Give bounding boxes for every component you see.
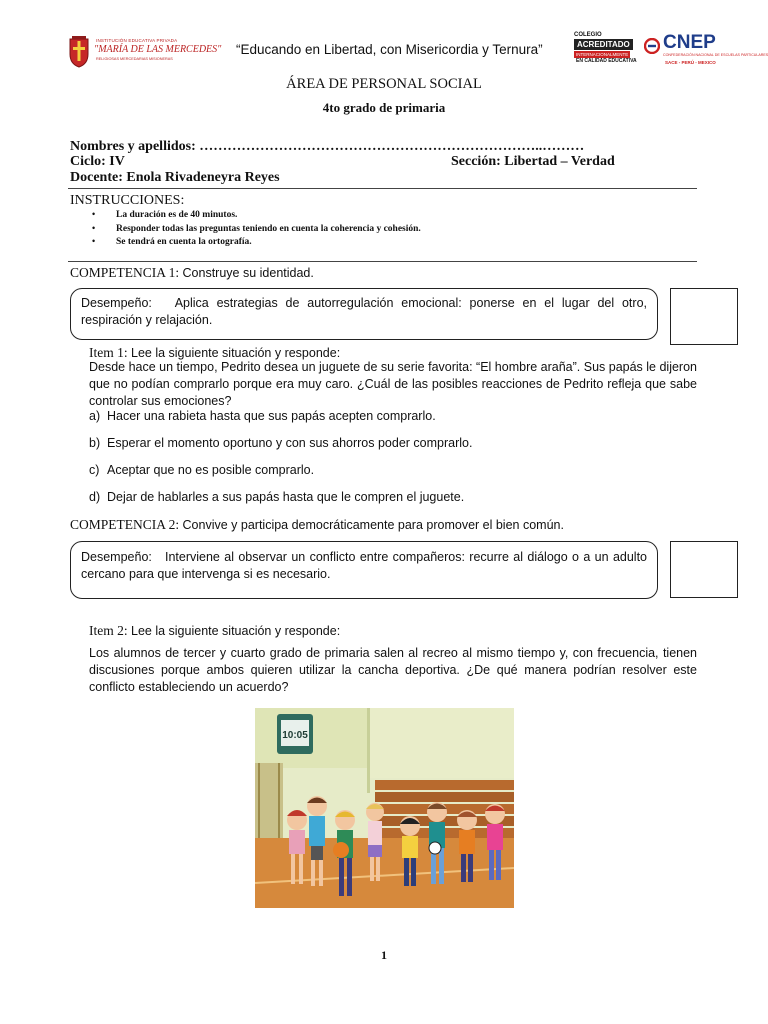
competencia-text: Construye su identidad. <box>182 266 314 280</box>
cycle-label: Ciclo: IV <box>70 154 125 169</box>
instructions-list <box>92 209 421 250</box>
desempeno-box-1 <box>70 288 658 340</box>
divider <box>68 188 697 189</box>
option-text: Esperar el momento oportuno y con sus ahorros poder comprarlo. <box>107 436 473 450</box>
option-key: d) <box>89 490 101 504</box>
item-1-text: Desde hace un tiempo, Pedrito desea un juguete de su serie favorita: “El hombre araña”. Sus papás le dijeron que no podían comprarlo porque era muy caro. ¿Cuál de las posibles reacciones de Pedrito refleja que sabe controlar sus emociones? <box>89 360 698 408</box>
item-prompt: Lee la siguiente situación y responde: <box>131 346 341 360</box>
option-c[interactable] <box>89 463 314 477</box>
cnep-confederacion: CONFEDERACIÓN NACIONAL DE ESCUELAS PARTICULARES <box>663 53 768 57</box>
names-field[interactable]: Nombres y apellidos: ………………………………………………………………..……… <box>70 139 585 154</box>
cnep-colegio: COLEGIO <box>574 32 602 38</box>
children-gym-illustration <box>255 708 514 908</box>
teacher-label: Docente: Enola Rivadeneyra Reyes <box>70 170 280 185</box>
option-a[interactable] <box>89 409 436 423</box>
cnep-brand: CNEP <box>663 32 716 53</box>
option-key: a) <box>89 409 101 423</box>
option-key: b) <box>89 436 101 450</box>
option-key: c) <box>89 463 100 477</box>
desempeno-text: Interviene al observar un conflicto entre compañeros: recurre al diálogo o a un adulto cercano para que intervenga si es necesario. <box>81 550 648 581</box>
cnep-calidad: EN CALIDAD EDUCATIVA <box>576 58 637 64</box>
wall-clock-icon <box>277 714 313 754</box>
option-text: Dejar de hablarles a sus papás hasta que le compren el juguete. <box>107 490 465 504</box>
cnep-acreditado: ACREDITADO <box>574 39 633 50</box>
item-label: Item 2: <box>89 623 128 638</box>
item-prompt: Lee la siguiente situación y responde: <box>131 624 341 638</box>
page-number: 1 <box>381 948 387 962</box>
competencia-1 <box>70 265 314 281</box>
instruction-item: • Se tendrá en cuenta la ortografía. <box>92 236 421 250</box>
grade-subtitle: 4to grado de primaria <box>322 100 446 115</box>
cnep-logo <box>572 32 768 68</box>
competencia-label: COMPETENCIA 1: <box>70 265 180 280</box>
cnep-internacional: INTERNACIONALMENTE <box>576 52 629 57</box>
school-type: INSTITUCIÓN EDUCATIVA PRIVADA <box>96 38 178 43</box>
competencia-2 <box>70 517 564 533</box>
page-title: ÁREA DE PERSONAL SOCIAL <box>286 76 482 92</box>
school-name: "MARÍA DE LAS MERCEDES" <box>94 44 222 55</box>
option-text: Aceptar que no es posible comprarlo. <box>107 463 315 477</box>
cnep-sace: SACE - PERÚ - MEXICO <box>665 60 716 65</box>
school-tagline: RELIGIOSAS MERCEDARIAS MISIONERAS <box>96 57 173 61</box>
score-box-1[interactable] <box>670 288 738 345</box>
cnep-mark-icon <box>644 38 660 54</box>
item-label: Item 1: <box>89 345 128 360</box>
desempeno-box-2 <box>70 541 658 599</box>
instruction-item: • La duración es de 40 minutos. <box>92 209 421 223</box>
school-crest-icon <box>68 36 90 68</box>
option-b[interactable] <box>89 436 472 450</box>
desempeno-label: Desempeño: <box>81 296 152 310</box>
desempeno-text: Aplica estrategias de autorregulación emocional: ponerse en el lugar del otro, respiración y relajación. <box>81 296 647 327</box>
section-label: Sección: Libertad – Verdad <box>451 154 615 169</box>
option-d[interactable] <box>89 490 464 504</box>
score-box-2[interactable] <box>670 541 738 598</box>
divider <box>68 261 697 262</box>
competencia-text: Convive y participa democráticamente para promover el bien común. <box>182 518 564 532</box>
instruction-item: • Responder todas las preguntas teniendo en cuenta la coherencia y cohesión. <box>92 223 421 237</box>
competencia-label: COMPETENCIA 2: <box>70 517 180 532</box>
school-logo <box>68 34 222 72</box>
option-text: Hacer una rabieta hasta que sus papás acepten comprarlo. <box>107 409 436 423</box>
school-motto: “Educando en Libertad, con Misericordia y Ternura” <box>236 42 543 57</box>
item-2-title <box>89 623 340 639</box>
desempeno-label: Desempeño: <box>81 550 152 564</box>
item-2-text: Los alumnos de tercer y cuarto grado de primaria salen al recreo al mismo tiempo y, con frecuencia, tienen discusiones porque ambos quieren utilizar la cancha deportiva. ¿De qué manera podrían resolver este conflicto estableciendo un acuerdo? <box>89 646 697 694</box>
instructions-title: INSTRUCCIONES: <box>70 193 185 208</box>
clock-time: 10:05 <box>282 730 308 741</box>
